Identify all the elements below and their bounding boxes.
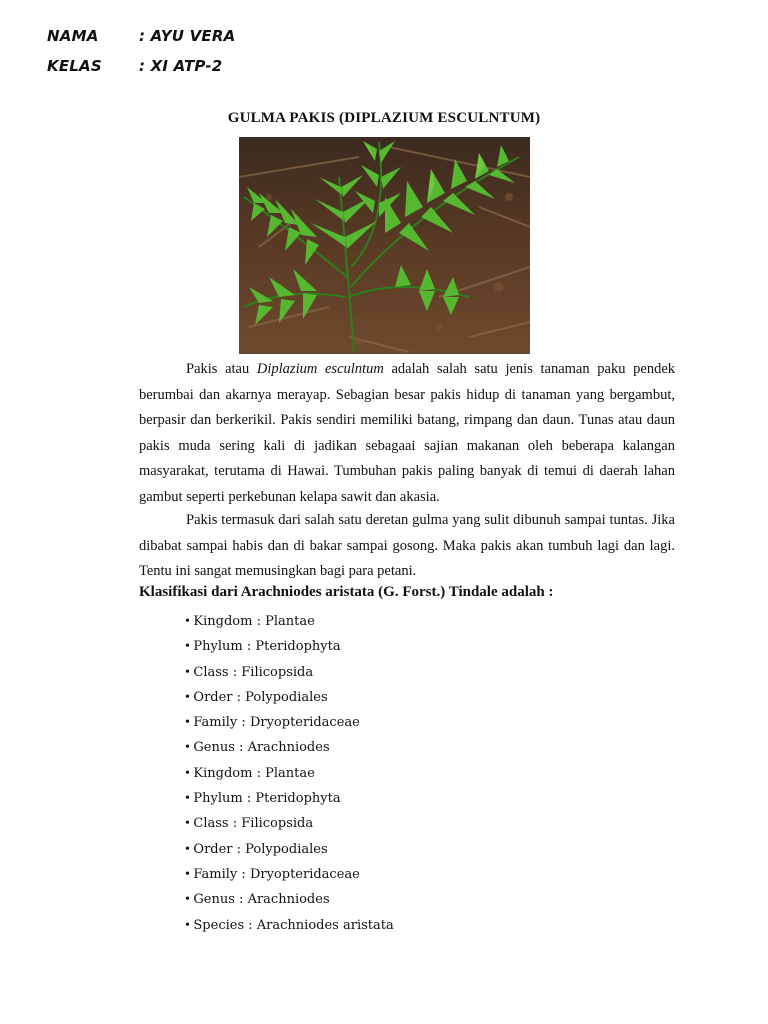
bullet-icon: • [185,791,194,807]
classification-item [185,685,394,710]
separator: : [232,841,246,857]
class-label: KELAS [47,57,102,75]
class-row [47,57,222,75]
separator: : [242,791,256,807]
bullet-icon: • [185,664,194,680]
classification-key: Order [193,841,233,857]
classification-value: Polypodiales [245,841,328,857]
separator: : [232,689,246,705]
separator: : [228,664,242,680]
bullet-icon: • [185,816,194,832]
classification-key: Genus [193,892,235,908]
bullet-icon: • [185,689,194,705]
classification-value: Plantae [265,614,315,629]
classification-key: Class [193,816,229,832]
classification-key: Family [193,715,238,731]
separator: : [237,715,250,731]
paragraph-weed [139,508,675,585]
bullet-icon: • [185,841,194,857]
classification-value: Dryopteridaceae [249,866,360,882]
bullet-icon: • [185,740,194,756]
document-title: GULMA PAKIS (DIPLAZIUM ESCULNTUM) [227,110,541,126]
classification-key: Phylum [193,639,243,655]
classification-value: Filicopsida [241,816,314,832]
classification-item [185,862,394,887]
bullet-icon: • [185,765,194,781]
classification-value: Arachniodes [247,740,330,756]
separator: : [234,892,248,908]
bullet-icon: • [185,917,194,933]
name-row [47,27,235,45]
paragraph-intro-lead: Pakis atau [186,361,257,377]
bullet-icon: • [185,866,194,882]
classification-key: Family [193,866,238,882]
classification-value: Arachniodes [247,892,330,908]
classification-key: Species [193,917,245,933]
class-value: : XI ATP-2 [139,57,223,75]
classification-value: Plantae [265,765,315,781]
classification-value: Polypodiales [245,689,328,705]
classification-item [185,811,394,836]
scientific-name: Diplazium esculntum [256,361,384,377]
separator: : [252,614,266,629]
classification-heading: Klasifikasi dari Arachniodes aristata (G. Forst.) Tindale adalah : [139,584,554,600]
classification-key: Phylum [193,791,243,807]
classification-key: Class [193,664,229,680]
name-value: : AYU VERA [139,27,236,45]
classification-item [185,887,394,912]
paragraph-intro-rest: adalah salah satu jenis tanaman paku pendek berumbai dan akarnya merayap. Sebagian besar pakis hidup di tanaman yang bergambut, berpasir dan berkerikil. Pakis sendiri memiliki batang, rimpang dan daun. Tunas atau daun pakis muda sering kali di jadikan sebagaai sajian makanan oleh beberapa kalangan masyarakat, terutama di Hawai. Tumbuhan pakis paling banyak di temui di daerah lahan gambut seperti perkebunan kelapa sawit dan akasia. [139,361,675,505]
classification-item [185,634,394,659]
classification-list [185,609,394,938]
separator: : [244,917,257,933]
classification-key: Kingdom [193,614,253,629]
classification-key: Order [193,689,233,705]
classification-value: Arachniodes aristata [256,917,394,933]
classification-key: Kingdom [193,765,253,781]
classification-value: Filicopsida [241,664,314,680]
bullet-icon: • [185,639,194,655]
classification-item [185,837,394,862]
classification-item [185,761,394,786]
classification-item [185,786,394,811]
classification-value: Pteridophyta [255,639,341,655]
classification-item [185,913,394,938]
separator: : [252,765,266,781]
separator: : [237,866,250,882]
bullet-icon: • [185,715,194,731]
name-label: NAMA [47,27,99,45]
classification-item [185,710,394,735]
paragraph-weed-text: Pakis termasuk dari salah satu deretan gulma yang sulit dibunuh sampai tuntas. Jika dibabat sampai habis dan di bakar sampai gosong. Maka pakis akan tumbuh lagi dan lagi. Tentu ini sangat memusingkan bagi para petani. [139,512,675,579]
paragraph-intro [139,357,675,510]
separator: : [234,740,248,756]
classification-key: Genus [193,740,235,756]
separator: : [228,816,242,832]
bullet-icon: • [185,614,194,629]
classification-item [185,609,394,634]
bullet-icon: • [185,892,194,908]
fern-photo [239,137,530,354]
classification-value: Dryopteridaceae [249,715,360,731]
classification-value: Pteridophyta [255,791,341,807]
classification-item [185,735,394,760]
separator: : [242,639,256,655]
classification-item [185,660,394,685]
